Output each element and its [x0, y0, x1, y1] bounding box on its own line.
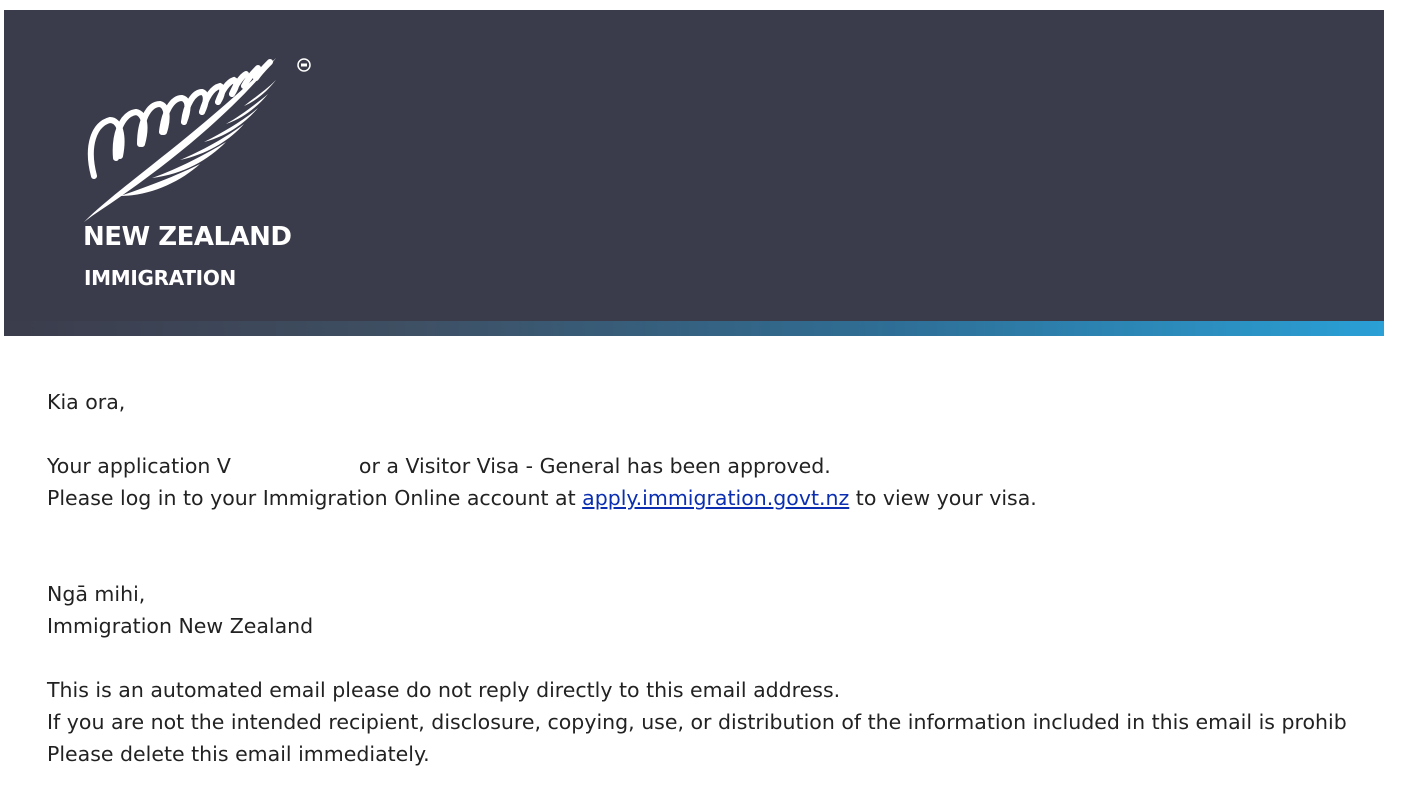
email-disclaimer [47, 674, 1347, 770]
email-greeting [47, 386, 125, 418]
disclaimer-line-1: This is an automated email please do not reply directly to this email address. [47, 678, 841, 702]
logo-subtitle: IMMIGRATION [84, 266, 236, 290]
greeting-text: Kia ora, [47, 390, 126, 414]
approval-text-start: Your application V [47, 454, 231, 478]
trademark-icon [297, 58, 311, 72]
login-text-start: Please log in to your Immigration Online account at [47, 486, 583, 510]
logo-title: NEW ZEALAND [83, 222, 292, 252]
login-text-end: to view your visa. [849, 486, 1037, 510]
email-message [47, 450, 1037, 514]
signoff-greeting: Ngā mihi, [47, 582, 146, 606]
inz-logo [80, 46, 320, 296]
disclaimer-line-3: Please delete this email immediately. [47, 742, 430, 766]
immigration-online-link[interactable]: apply.immigration.govt.nz [582, 486, 850, 510]
accent-stripe [4, 321, 1384, 336]
email-signoff [47, 578, 313, 642]
silver-fern-icon [80, 46, 295, 226]
redacted-application-number [231, 455, 359, 479]
login-instruction-line [47, 482, 1037, 514]
header-banner [4, 10, 1384, 336]
disclaimer-line-2: If you are not the intended recipient, disclosure, copying, use, or distribution of the information included in this email is prohib [47, 710, 1347, 734]
approval-text-end: or a Visitor Visa - General has been approved. [358, 454, 831, 478]
approval-line [47, 450, 1037, 482]
signoff-sender: Immigration New Zealand [47, 614, 314, 638]
